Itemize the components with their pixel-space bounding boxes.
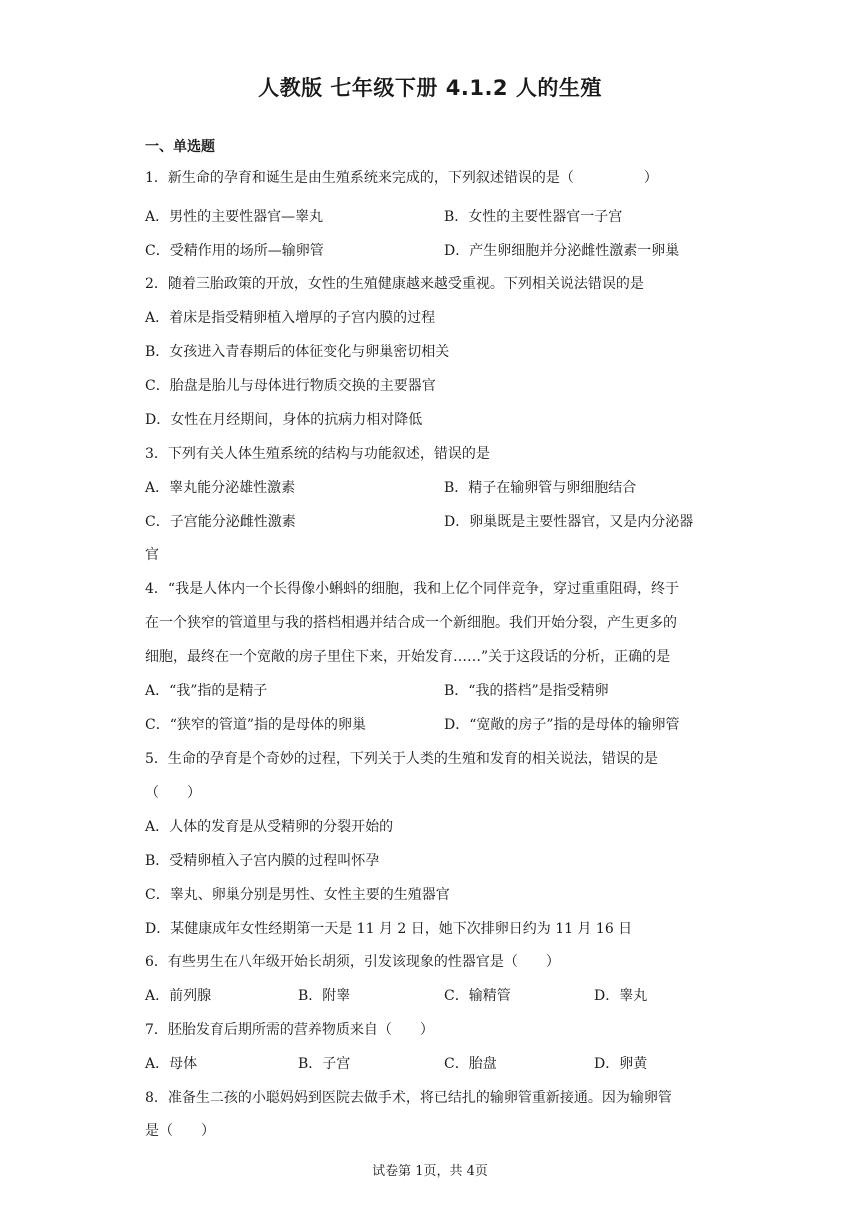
q6-option-c: C．输精管: [444, 988, 511, 1004]
q2-option-b: B．女孩进入青春期后的体征变化与卵巢密切相关: [145, 344, 450, 360]
q7-option-d: D．卵黄: [594, 1056, 648, 1072]
q3-option-d-wrap: 官: [145, 547, 159, 563]
question-3-stem: 3．下列有关人体生殖系统的结构与功能叙述，错误的是: [145, 446, 490, 462]
question-2-stem: 2．随着三胎政策的开放，女性的生殖健康越来越受重视。下列相关说法错误的是: [145, 276, 644, 292]
question-4-stem-line1: 4．“我是人体内一个长得像小蝌蚪的细胞，我和上亿个同伴竞争，穿过重重阻碍，终于: [145, 581, 680, 597]
q7-option-c: C．胎盘: [444, 1056, 497, 1072]
page-title: 人教版 七年级下册 4.1.2 人的生殖: [258, 76, 602, 100]
q1-option-b: B．女性的主要性器官一子宫: [444, 209, 623, 225]
q2-option-c: C．胎盘是胎儿与母体进行物质交换的主要器官: [145, 378, 436, 394]
q5-option-a: A．人体的发育是从受精卵的分裂开始的: [145, 819, 394, 835]
q2-option-a: A．着床是指受精卵植入增厚的子宫内膜的过程: [145, 310, 436, 326]
q6-option-a: A．前列腺: [145, 988, 212, 1004]
q5-option-c: C．睾丸、卵巢分别是男性、女性主要的生殖器官: [145, 887, 450, 903]
q3-option-d: D．卵巢既是主要性器官，又是内分泌器: [444, 514, 694, 530]
question-5-stem-wrap: （ ）: [145, 785, 201, 801]
q3-option-b: B．精子在输卵管与卵细胞结合: [444, 480, 637, 496]
q7-option-b: B．子宫: [298, 1056, 351, 1072]
q4-option-a: A．“我”指的是精子: [145, 683, 268, 699]
q5-option-b: B．受精卵植入子宫内膜的过程叫怀孕: [145, 853, 380, 869]
q4-option-b: B．“我的搭档”是指受精卵: [444, 683, 609, 699]
question-5-stem: 5．生命的孕育是个奇妙的过程，下列关于人类的生殖和发育的相关说法，错误的是: [145, 751, 658, 767]
q1-option-c: C．受精作用的场所—输卵管: [145, 243, 324, 259]
question-8-stem-wrap: 是（ ）: [145, 1123, 215, 1139]
q1-option-d: D．产生卵细胞并分泌雌性激素一卵巢: [444, 243, 680, 259]
q2-option-d: D．女性在月经期间，身体的抗病力相对降低: [145, 412, 423, 428]
q5-option-d: D．某健康成年女性经期第一天是 11 月 2 日，她下次排卵日约为 11 月 16 日: [145, 921, 633, 937]
q1-option-a: A．男性的主要性器官—睾丸: [145, 209, 324, 225]
question-4-stem-line3: 细胞，最终在一个宽敞的房子里住下来，开始发育……”关于这段话的分析，正确的是: [145, 649, 671, 665]
q6-option-d: D．睾丸: [594, 988, 648, 1004]
q4-option-c: C．“狭窄的管道”指的是母体的卵巢: [145, 717, 367, 733]
question-1-stem: 1．新生命的孕育和诞生是由生殖系统来完成的，下列叙述错误的是（ ）: [145, 170, 658, 186]
q4-option-d: D．“宽敞的房子”指的是母体的输卵管: [444, 717, 680, 733]
question-7-stem: 7．胚胎发育后期所需的营养物质来自（ ）: [145, 1022, 434, 1038]
q6-option-b: B．附睾: [298, 988, 351, 1004]
page-footer: 试卷第 1页，共 4页: [372, 1164, 488, 1179]
q3-option-c: C．子宫能分泌雌性激素: [145, 514, 296, 530]
q3-option-a: A．睾丸能分泌雄性激素: [145, 480, 296, 496]
question-8-stem: 8．准备生二孩的小聪妈妈到医院去做手术，将已结扎的输卵管重新接通。因为输卵管: [145, 1090, 672, 1106]
section-heading: 一、单选题: [145, 139, 215, 155]
q7-option-a: A．母体: [145, 1056, 198, 1072]
question-6-stem: 6．有些男生在八年级开始长胡须，引发该现象的性器官是（ ）: [145, 954, 560, 970]
question-4-stem-line2: 在一个狭窄的管道里与我的搭档相遇并结合成一个新细胞。我们开始分裂，产生更多的: [145, 615, 677, 631]
